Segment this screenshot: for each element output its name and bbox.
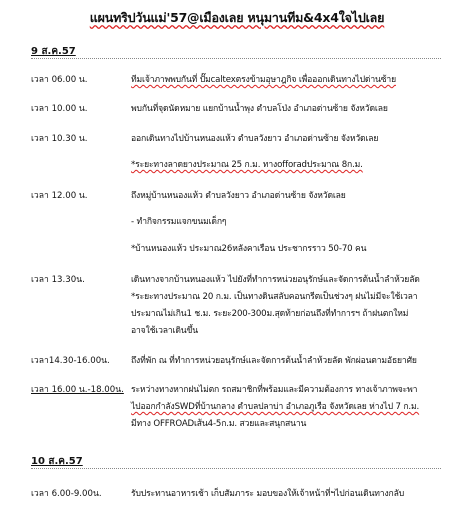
entry-time: เวลา 6.00-9.00น. [31, 489, 102, 499]
entry-time: เวลา 16.00 น.-18.00น. [31, 385, 124, 395]
day-heading: 9 ส.ค.57 [31, 46, 76, 57]
entry-note: *ระยะทางลาดยางประมาณ 25 ก.ม. ทางofforadประมาณ 8ก.ม. [131, 160, 363, 170]
entry-text: ทีมเจ้าภาพพบกันที่ ปั๊มcaltexตรงข้ามอุษาฎกิจ เพื่อออกเดินทางไปด่านซ้าย [131, 75, 396, 85]
divider [31, 468, 441, 469]
entry-text: ไปออกกำลังSWDที่บ้านกลาง ตำบลปลาบ่า อำเภอภูเรือ จังหวัดเลย ห่างไป 7 ก.ม. [131, 402, 420, 412]
entry-time: เวลา 12.00 น. [31, 191, 88, 201]
entry-note: อาจใช้เวลาเดินขึ้น [131, 326, 198, 336]
entry-text: เดินทางจากบ้านหนองแห้ว ไปยังที่ทำการหน่วยอนุรักษ์และจัดการต้นน้ำลำห้วยลัด [131, 275, 420, 285]
entry-text: ถึงที่พัก ณ ที่ทำการหน่วยอนุรักษ์และจัดการต้นน้ำลำห้วยลัด พักผ่อนตามอัธยาศัย [131, 356, 417, 366]
entry-text: พบกันที่จุดนัดหมาย แยกบ้านน้ำพุง ตำบลโป่ง อำเภอด่านซ้าย จังหวัดเลย [131, 104, 388, 114]
page-title: แผนทริปวันแม่'57@เมืองเลย หนุมานทีม&4x4ใจไปเลย [89, 10, 385, 25]
divider [31, 58, 441, 59]
day-heading: 10 ส.ค.57 [31, 456, 83, 467]
entry-time: เวลา 06.00 น. [31, 75, 88, 85]
entry-time: เวลา 10.30 น. [31, 134, 88, 144]
entry-time: เวลา14.30-16.00น. [31, 356, 110, 366]
entry-note: *ระยะทางประมาณ 20 ก.ม. เป็นทางดินสลับคอนกรีตเป็นช่วงๆ ฝนไม่มีจะใช้เวลา [131, 292, 418, 302]
entry-text: รับประทานอาหารเช้า เก็บสัมภาระ มอบของให้เจ้าหน้าที่ฯไปก่อนเดินทางกลับ [131, 489, 405, 499]
entry-time: เวลา 10.00 น. [31, 104, 88, 114]
entry-text: ระหว่างทางหากฝนไม่ตก รถสมาชิกที่พร้อมและมีความต้องการ ทางเจ้าภาพจะพา [131, 385, 418, 395]
entry-text: มีทาง OFFROADเส้น4-5ก.ม. สวยและสนุกสนาน [131, 419, 307, 429]
entry-text: ออกเดินทางไปบ้านหนองแห้ว ตำบลวังยาว อำเภอด่านซ้าย จังหวัดเลย [131, 134, 379, 144]
entry-time: เวลา 13.30น. [31, 275, 85, 285]
entry-bullet: - ทำกิจกรรมแจกขนมเด็กๆ [131, 217, 227, 227]
entry-text: ถึงหมู่บ้านหนองแห้ว ตำบลวังยาว อำเภอด่านซ้าย จังหวัดเลย [131, 191, 346, 201]
entry-note: *บ้านหนองแห้ว ประมาณ26หลังคาเรือน ประชากรราว 50-70 คน [131, 244, 367, 254]
entry-note: ประมาณไม่เกิน1 ช.ม. ระยะ200-300ม.สุดท้ายก่อนถึงที่ทำการฯ ถ้าฝนตกใหม่ [131, 309, 409, 319]
